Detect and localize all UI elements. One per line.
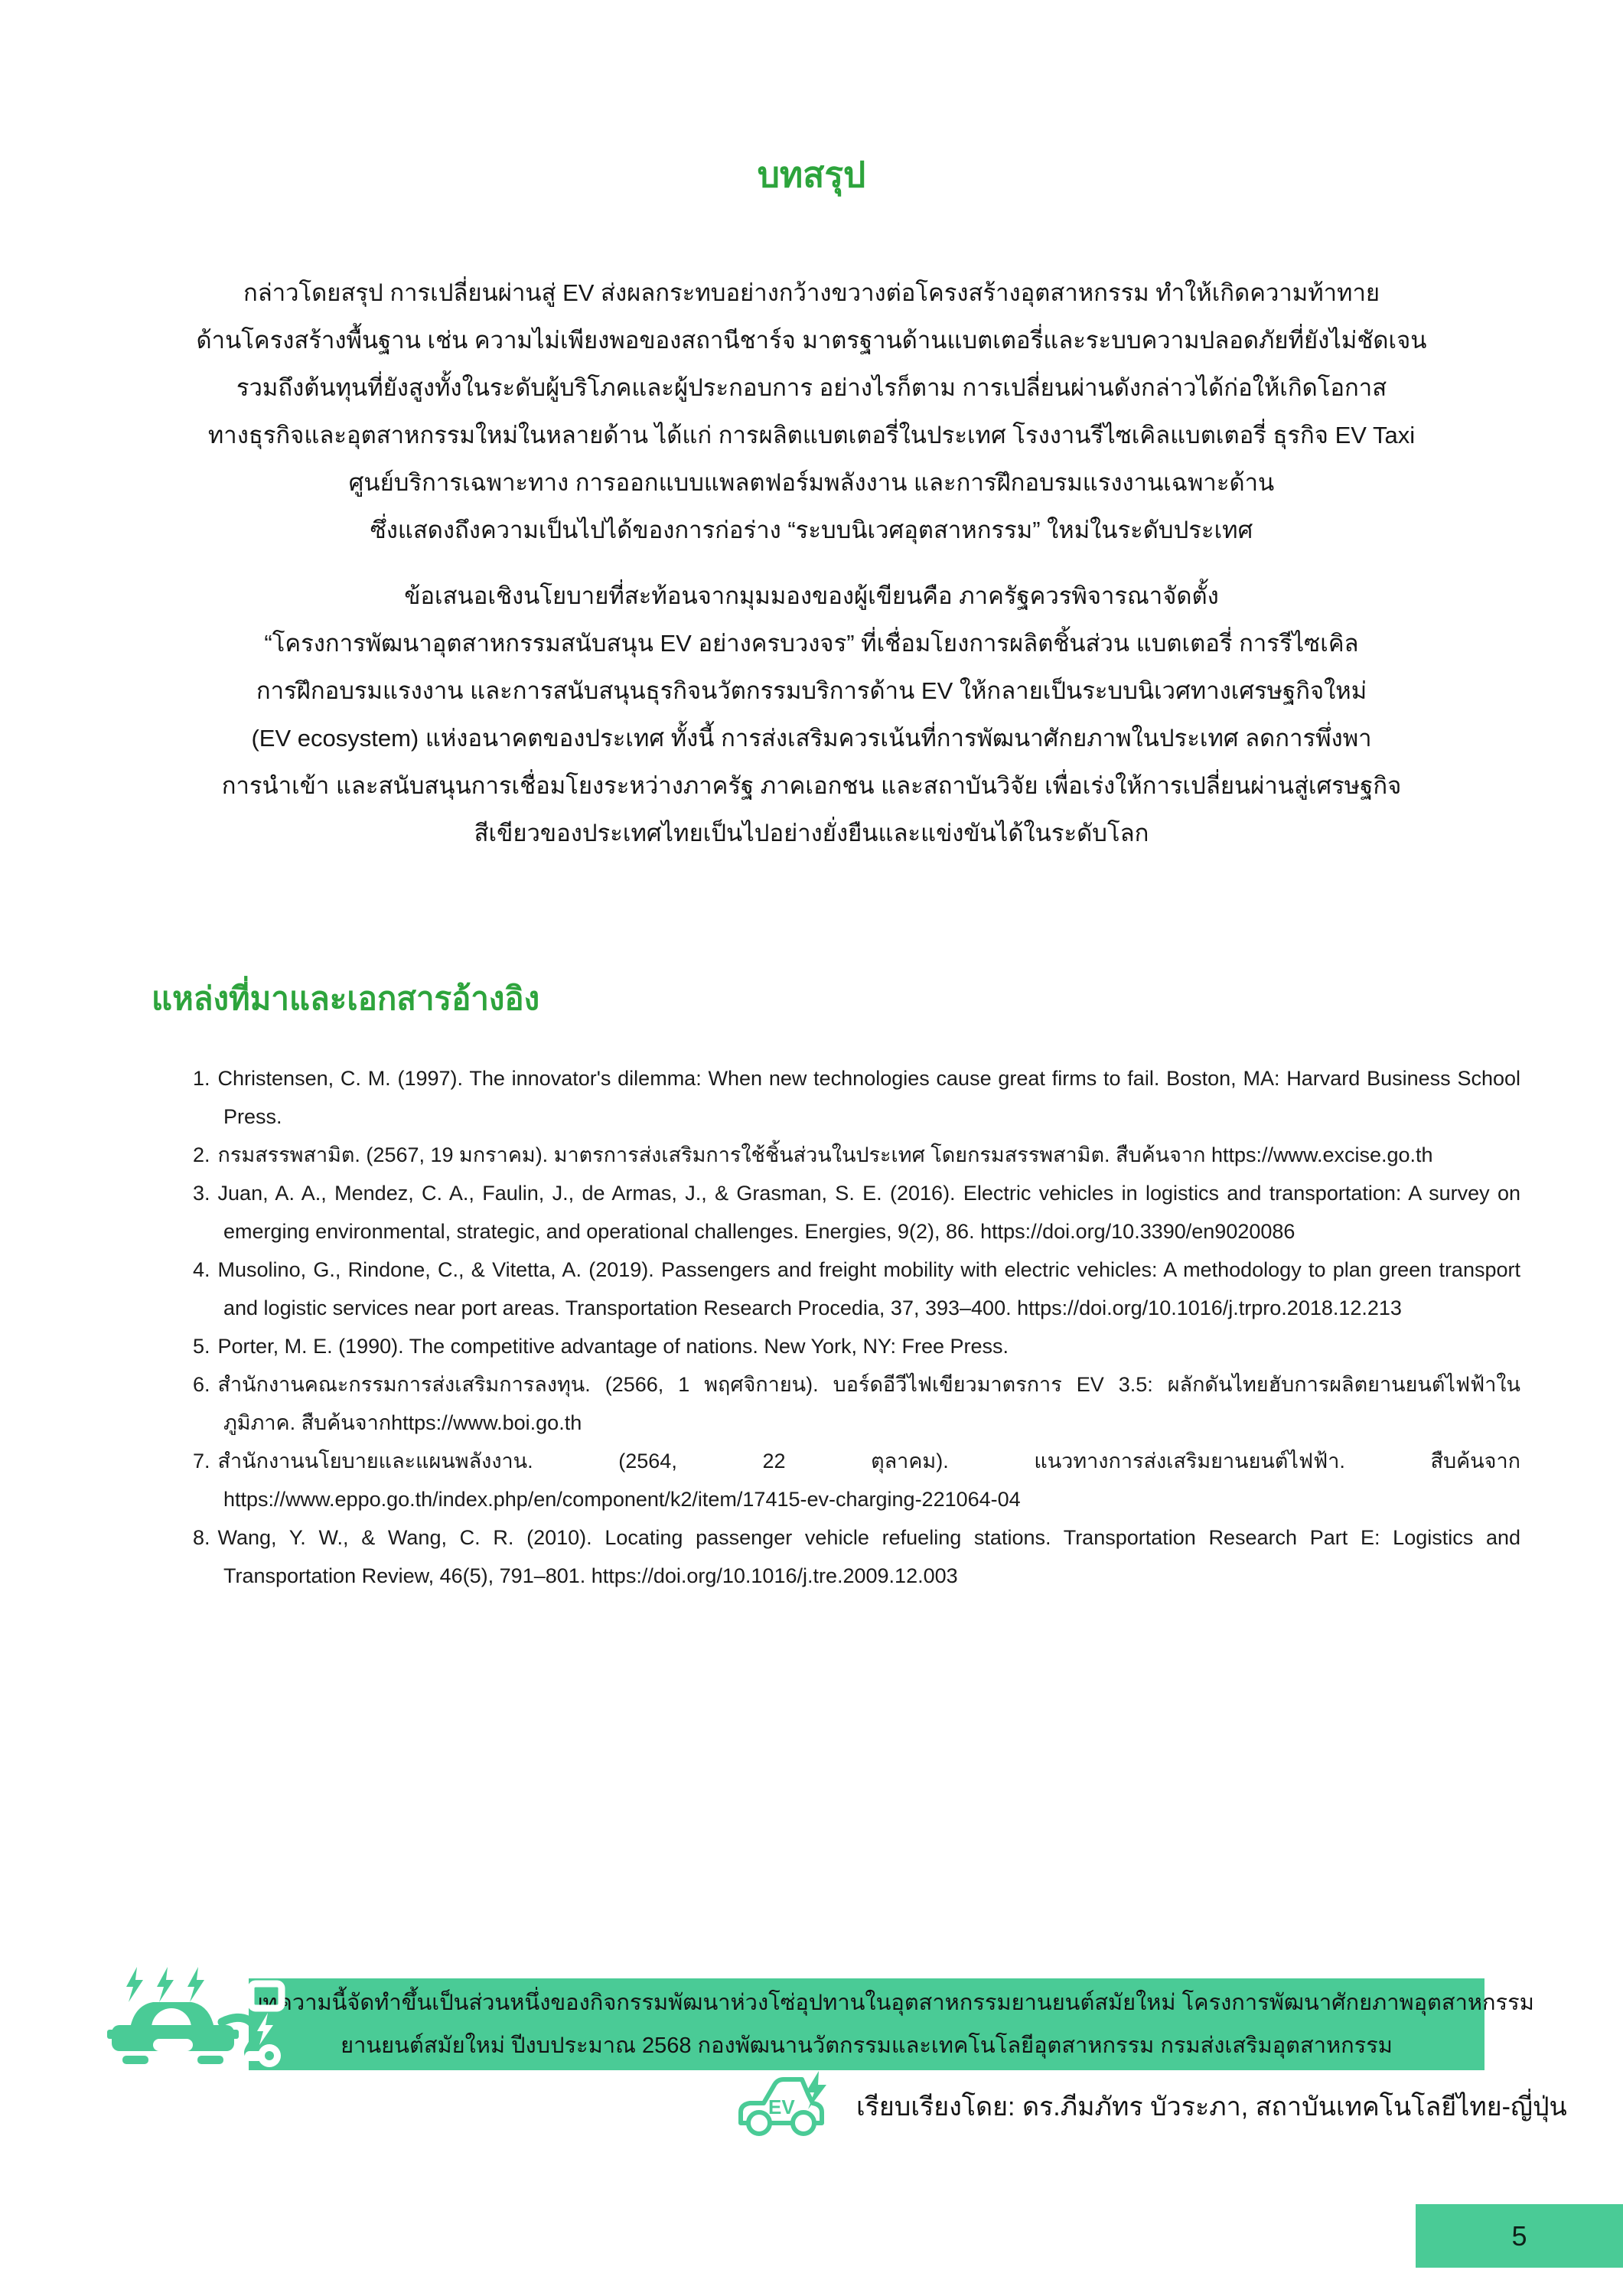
- reference-text: Porter, M. E. (1990). The competitive advantage of nations. New York, NY: Free Press.: [217, 1335, 1009, 1358]
- summary-section-title: บทสรุป: [757, 155, 866, 194]
- reference-text: Christensen, C. M. (1997). The innovator's dilemma: When new technologies cause great firms to fail. Boston, MA: Harvard Business School Press.: [217, 1067, 1520, 1128]
- paragraph-line: ซึ่งแสดงถึงความเป็นไปได้ของการก่อร่าง “ระบบนิเวศอุตสาหกรรม” ใหม่ในระดับประเทศ: [370, 517, 1253, 543]
- ev-badge-text: EV: [768, 2095, 795, 2118]
- paragraph-line: “โครงการพัฒนาอุตสาหกรรมสนับสนุน EV อย่างครบวงจร” ที่เชื่อมโยงการผลิตชิ้นส่วน แบตเตอรี่ การรีไซเคิล: [264, 630, 1359, 657]
- reference-item: [193, 1251, 1520, 1327]
- paragraph-line: การฝึกอบรมแรงงาน และการสนับสนุนธุรกิจนวัตกรรมบริการด้าน EV ให้กลายเป็นระบบนิเวศทางเศรษฐกิจใหม่: [256, 677, 1367, 704]
- reference-number: 2.: [193, 1143, 210, 1166]
- paragraph-line: กล่าวโดยสรุป การเปลี่ยนผ่านสู่ EV ส่งผลกระทบอย่างกว้างขวางต่อโครงสร้างอุตสาหกรรม ทำให้เกิดความท้าทาย: [243, 279, 1380, 306]
- paragraph-line: ทางธุรกิจและอุตสาหกรรมใหม่ในหลายด้าน ได้แก่ การผลิตแบตเตอรี่ในประเทศ โรงงานรีไซเคิลแบตเตอรี่ ธุรกิจ EV Taxi: [207, 422, 1416, 448]
- reference-number: 8.: [193, 1526, 210, 1549]
- reference-item: [193, 1327, 1520, 1365]
- footer-banner-line-1: บทความนี้จัดทำขึ้นเป็นส่วนหนึ่งของกิจกรรมพัฒนาห่วงโซ่อุปทานในอุตสาหกรรมยานยนต์สมัยใหม่ โครงการพัฒนาศักยภาพอุตสาหกรรม: [249, 1991, 1534, 2015]
- credit-row: [733, 2071, 1567, 2141]
- reference-item: [193, 1518, 1520, 1595]
- reference-text: สำนักงานคณะกรรมการส่งเสริมการลงทุน. (2566, 1 พฤศจิกายน). บอร์ดอีวีไฟเขียวมาตรการ EV 3.5: ผลักดันไทยฮับการผลิตยานยนต์ไฟฟ้าในภูมิภาค. สืบค้นจากhttps://www.boi.go.th: [217, 1373, 1520, 1434]
- paragraph-line: (EV ecosystem) แห่งอนาคตของประเทศ ทั้งนี้ การส่งเสริมควรเน้นที่การพัฒนาศักยภาพในประเทศ ลดการพึ่งพา: [251, 725, 1372, 752]
- reference-number: 4.: [193, 1258, 210, 1281]
- page-number: 5: [1511, 2219, 1527, 2252]
- paragraph-line: ด้านโครงสร้างพื้นฐาน เช่น ความไม่เพียงพอของสถานีชาร์จ มาตรฐานด้านแบตเตอรี่และระบบความปลอดภัยที่ยังไม่ชัดเจน: [196, 327, 1427, 354]
- paragraph-line: ศูนย์บริการเฉพาะทาง การออกแบบแพลตฟอร์มพลังงาน และการฝึกอบรมแรงงานเฉพาะด้าน: [348, 469, 1275, 496]
- reference-number: 7.: [193, 1450, 210, 1473]
- page-number-box: [1416, 2204, 1623, 2268]
- summary-paragraph-1: [84, 269, 1539, 554]
- reference-text: Wang, Y. W., & Wang, C. R. (2010). Locating passenger vehicle refueling stations. Transportation Research Part E: Logistics and Transportation Review, 46(5), 791–801. https://doi.org/10.1016/j.tre.2009.12.003: [217, 1526, 1520, 1587]
- reference-item: [193, 1365, 1520, 1442]
- summary-paragraph-2: [84, 572, 1539, 857]
- ev-car-charging-station-icon: [107, 1958, 291, 2076]
- ev-car-icon: [733, 2071, 836, 2141]
- reference-text: Musolino, G., Rindone, C., & Vitetta, A. (2019). Passengers and freight mobility with electric vehicles: A methodology to plan green transport and logistic services near port areas. Transportation Research Procedia, 37, 393–400. https://doi.org/10.1016/j.trpro.2018.12.213: [217, 1258, 1520, 1319]
- footer-banner: [249, 1978, 1534, 2070]
- reference-text: สำนักงานนโยบายและแผนพลังงาน. (2564, 22 ตุลาคม). แนวทางการส่งเสริมยานยนต์ไฟฟ้า. สืบค้นจาก https://www.eppo.go.th/index.php/en/component/k2/item/17415-ev-charging-221064-04: [217, 1450, 1520, 1511]
- references-section-title: แหล่งที่มาและเอกสารอ้างอิง: [152, 980, 540, 1016]
- reference-item: [193, 1059, 1520, 1136]
- reference-number: 5.: [193, 1335, 210, 1358]
- reference-item: [193, 1136, 1520, 1174]
- reference-item: [193, 1174, 1520, 1251]
- references-list: [193, 1059, 1520, 1595]
- reference-text: Juan, A. A., Mendez, C. A., Faulin, J., de Armas, J., & Grasman, S. E. (2016). Electric vehicles in logistics and transportation: A survey on emerging environmental, strategic, and operational challenges. Energies, 9(2), 86. https://doi.org/10.3390/en9020086: [217, 1182, 1520, 1243]
- reference-item: [193, 1442, 1520, 1518]
- paragraph-line: ข้อเสนอเชิงนโยบายที่สะท้อนจากมุมมองของผู้เขียนคือ ภาครัฐควรพิจารณาจัดตั้ง: [404, 582, 1219, 609]
- reference-text: กรมสรรพสามิต. (2567, 19 มกราคม). มาตรการส่งเสริมการใช้ชิ้นส่วนในประเทศ โดยกรมสรรพสามิต. สืบค้นจาก https://www.excise.go.th: [217, 1143, 1433, 1166]
- paragraph-line: การนำเข้า และสนับสนุนการเชื่อมโยงระหว่างภาครัฐ ภาคเอกชน และสถาบันวิจัย เพื่อเร่งให้การเปลี่ยนผ่านสู่เศรษฐกิจ: [221, 772, 1402, 799]
- credit-text: เรียบเรียงโดย: ดร.ภีมภัทร บัวระภา, สถาบันเทคโนโลยีไทย-ญี่ปุ่น: [856, 2092, 1567, 2122]
- footer-banner-line-2: ยานยนต์สมัยใหม่ ปีงบประมาณ 2568 กองพัฒนานวัตกรรมและเทคโนโลยีอุตสาหกรรม กรมส่งเสริมอุตสาหกรรม: [341, 2033, 1393, 2058]
- reference-number: 6.: [193, 1373, 210, 1396]
- paragraph-line: สีเขียวของประเทศไทยเป็นไปอย่างยั่งยืนและแข่งขันได้ในระดับโลก: [474, 820, 1149, 846]
- paragraph-line: รวมถึงต้นทุนที่ยังสูงทั้งในระดับผู้บริโภคและผู้ประกอบการ อย่างไรก็ตาม การเปลี่ยนผ่านดังกล่าวได้ก่อให้เกิดโอกาส: [236, 374, 1387, 401]
- reference-number: 1.: [193, 1067, 210, 1090]
- reference-number: 3.: [193, 1182, 210, 1205]
